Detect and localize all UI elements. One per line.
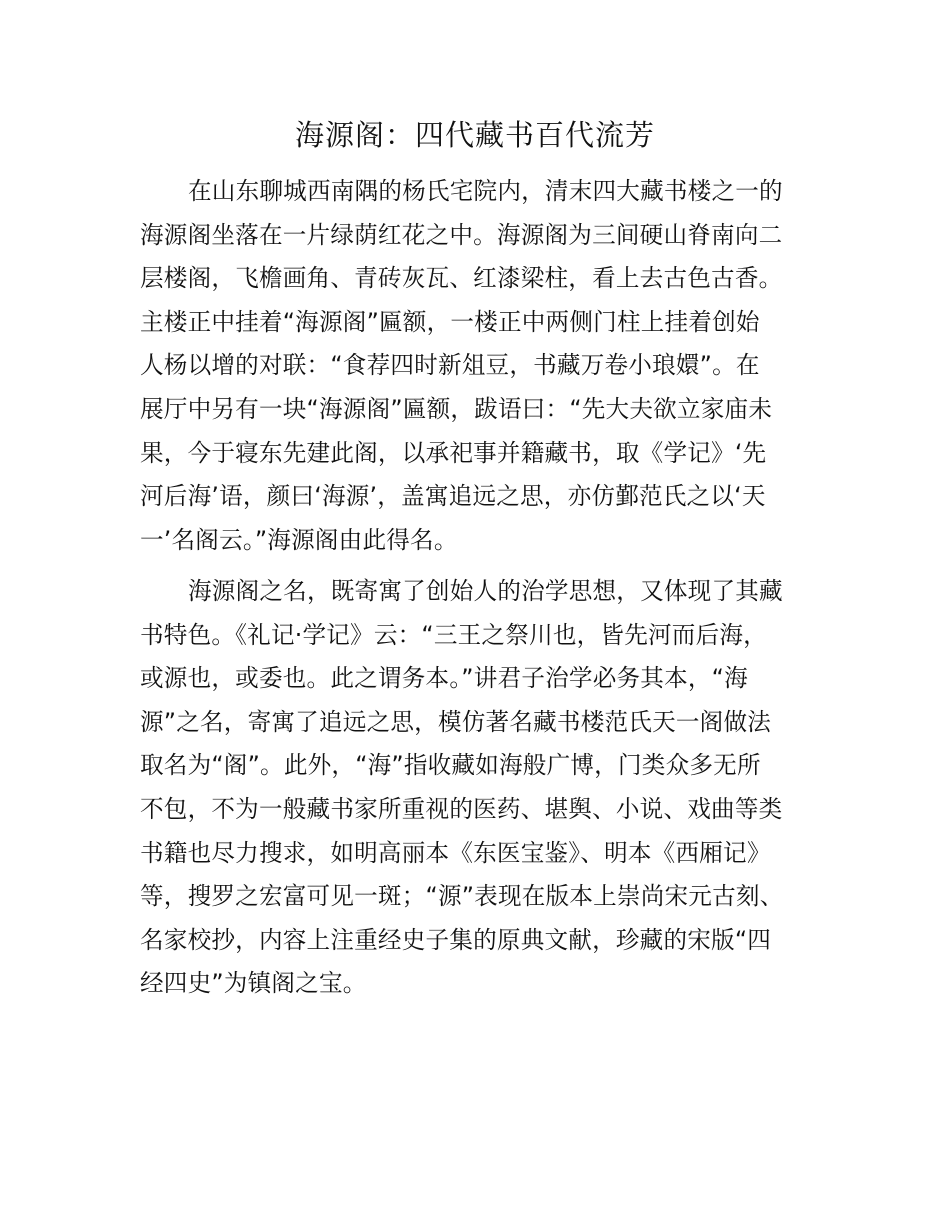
paragraph-line: 不包，不为一般藏书家所重视的医药、堪舆、小说、戏曲等类: [140, 794, 783, 823]
paragraph-line: 主楼正中挂着“海源阁”匾额，一楼正中两侧门柱上挂着创始: [140, 307, 760, 336]
paragraph-line: 河后海’语，颜曰‘海源’，盖寓追远之思，亦仿鄞范氏之以‘天: [140, 482, 766, 511]
paragraph-line: 或源也，或委也。此之谓务本。”讲君子治学必务其本，“海: [140, 664, 748, 693]
paragraph-line: 取名为“阁”。此外，“海”指收藏如海般广博，门类众多无所: [140, 751, 761, 780]
paragraph-line: 海源阁之名，既寄寓了创始人的治学思想，又体现了其藏: [188, 577, 783, 605]
paragraph-line: 展厅中另有一块“海源阁”匾额，跋语曰：“先大夫欲立家庙未: [140, 394, 773, 423]
paragraph-line: 一’名阁云。”海源阁由此得名。: [140, 525, 458, 554]
paragraph-line: 果，今于寝东先建此阁，以承祀事并籍藏书，取《学记》‘先: [140, 438, 767, 467]
paragraph-line: 人杨以增的对联：“食荐四时新俎豆，书藏万卷小琅嬛”。在: [140, 351, 760, 380]
paragraph-line: 在山东聊城西南隅的杨氏宅院内，清末四大藏书楼之一的: [188, 177, 783, 205]
paragraph-line: 名家校抄，内容上注重经史子集的原典文献，珍藏的宋版“四: [140, 925, 772, 954]
paragraph-2: [140, 570, 830, 1006]
paragraph-line: 等，搜罗之宏富可见一斑；“源”表现在版本上崇尚宋元古刻、: [140, 882, 784, 911]
paragraph-line: 书特色。《礼记·学记》云：“三王之祭川也，皆先河而后海，: [140, 620, 767, 649]
paragraph-line: 源”之名，寄寓了追远之思，模仿著名藏书楼范氏天一阁做法: [140, 707, 772, 736]
document-title: 海源阁：四代藏书百代流芳: [294, 118, 655, 152]
paragraph-1: [140, 170, 830, 562]
paragraph-line: 经四史”为镇阁之宝。: [140, 969, 367, 998]
paragraph-line: 书籍也尽力搜求，如明高丽本《东医宝鉴》、明本《西厢记》: [140, 838, 771, 867]
paragraph-line: 海源阁坐落在一片绿荫红花之中。海源阁为三间硬山脊南向二: [140, 220, 783, 249]
paragraph-line: 层楼阁，飞檐画角、青砖灰瓦、红漆梁柱，看上去古色古香。: [140, 264, 783, 293]
